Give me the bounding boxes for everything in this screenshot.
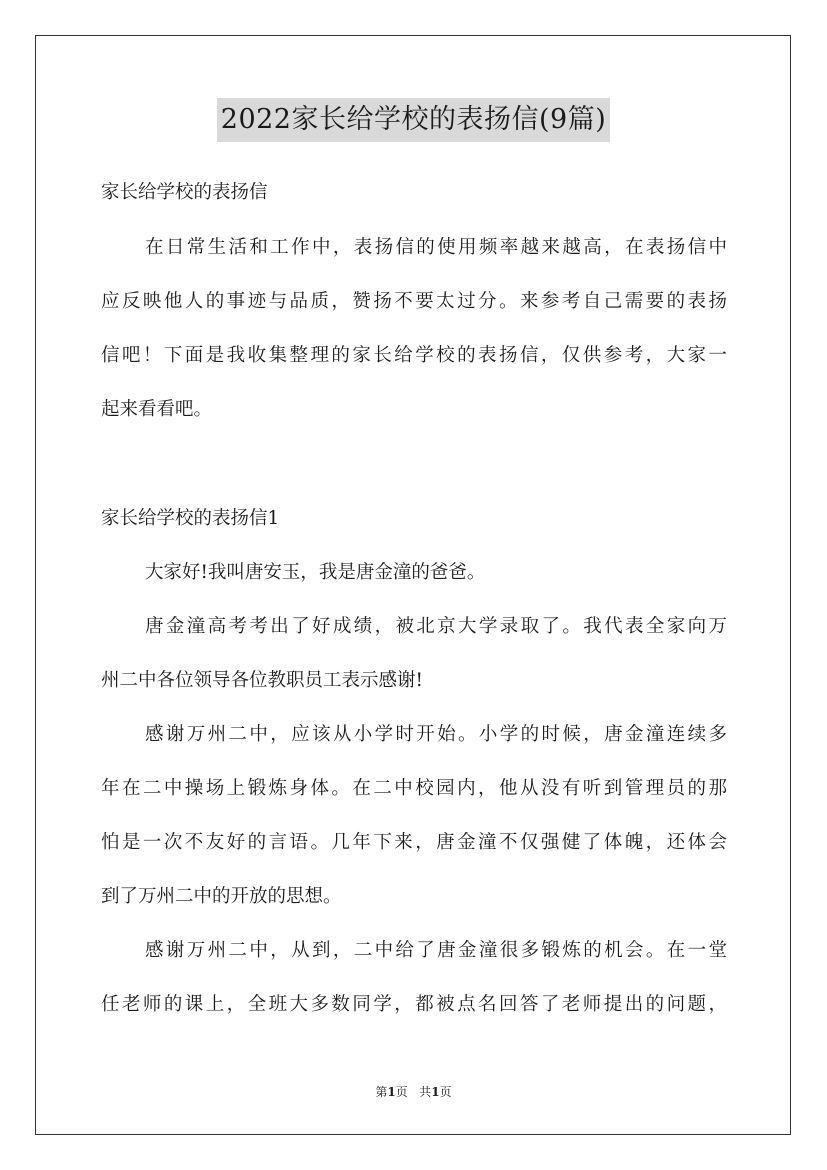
- letter1-line-5: 年在二中操场上锻炼身体。在二中校园内，他从没有听到管理员的那: [101, 778, 727, 799]
- footer-total-prefix: 共: [419, 1085, 432, 1099]
- footer-total-number: 1: [431, 1085, 440, 1099]
- intro-line-3: 信吧！下面是我收集整理的家长给学校的表扬信，仅供参考，大家一: [101, 345, 727, 366]
- intro-line-2: 应反映他人的事迹与品质，赞扬不要太过分。来参考自己需要的表扬: [101, 291, 727, 312]
- letter1-line-7: 到了万州二中的开放的思想。: [101, 886, 342, 907]
- intro-line-1: 在日常生活和工作中，表扬信的使用频率越来越高，在表扬信中: [145, 237, 727, 258]
- title-container: [0, 98, 827, 142]
- letter1-line-1: 大家好!我叫唐安玉，我是唐金潼的爸爸。: [145, 562, 486, 583]
- intro-line-4: 起来看看吧。: [101, 399, 213, 420]
- footer-page-prefix: 第: [375, 1085, 388, 1099]
- document-title: 2022家长给学校的表扬信(9篇): [217, 98, 610, 142]
- section-heading: 家长给学校的表扬信: [101, 182, 268, 203]
- letter1-line-2: 唐金潼高考考出了好成绩，被北京大学录取了。我代表全家向万: [145, 616, 727, 637]
- letter1-heading: 家长给学校的表扬信1: [101, 508, 280, 529]
- letter1-line-4: 感谢万州二中，应该从小学时开始。小学的时候，唐金潼连续多: [145, 724, 727, 745]
- letter1-line-6: 怕是一次不友好的言语。几年下来，唐金潼不仅强健了体魄，还体会: [101, 832, 727, 853]
- footer-page-number: 1: [387, 1085, 396, 1099]
- letter1-line-9: 任老师的课上，全班大多数同学，都被点名回答了老师提出的问题，: [101, 994, 727, 1015]
- letter1-line-8: 感谢万州二中，从到，二中给了唐金潼很多锻炼的机会。在一堂: [145, 940, 727, 961]
- footer-total-suffix: 页: [439, 1085, 452, 1099]
- page-footer: [0, 1084, 827, 1100]
- footer-page-suffix: 页: [395, 1085, 408, 1099]
- letter1-line-3: 州二中各位领导各位教职员工表示感谢!: [101, 670, 423, 691]
